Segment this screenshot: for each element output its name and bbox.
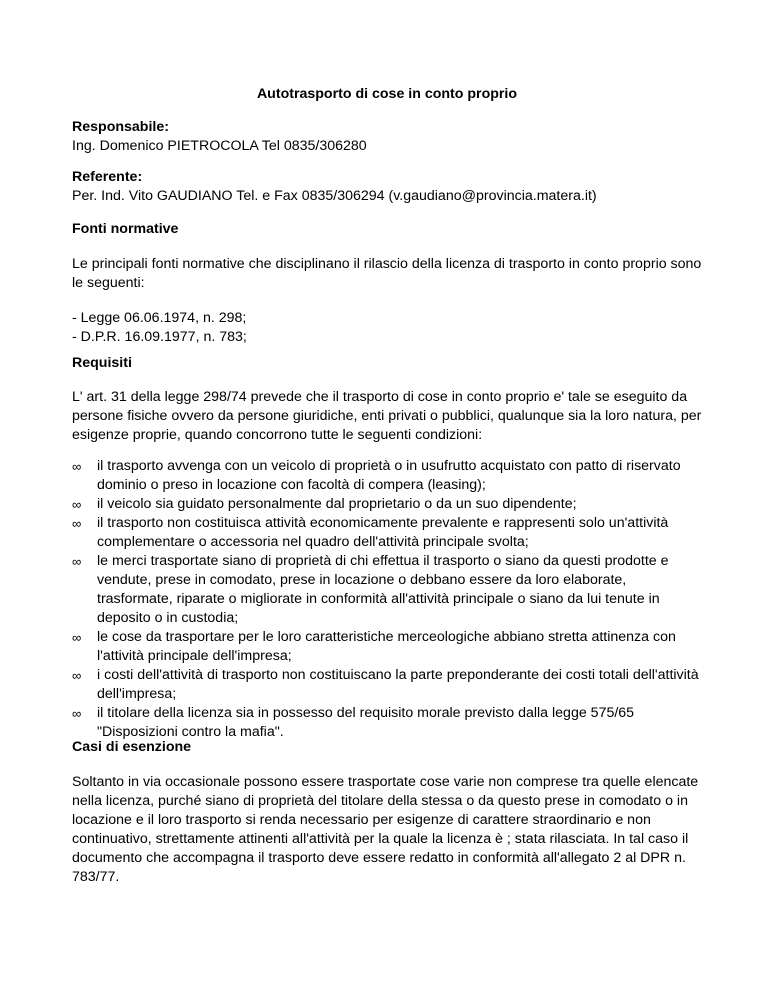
fonti-item: - D.P.R. 16.09.1977, n. 783; xyxy=(72,329,247,345)
bullet-icon: ∞ xyxy=(72,554,82,569)
fonti-heading: Fonti normative xyxy=(72,221,179,237)
esenzione-heading: Casi di esenzione xyxy=(72,739,192,755)
list-item-text: il trasporto non costituisca attività economicamente prevalente e rappresenti solo un'attività complementare o accessoria nel quadro dell'attività principale svolta; xyxy=(97,515,669,550)
requisiti-heading: Requisiti xyxy=(72,355,132,371)
list-item-text: il trasporto avvenga con un veicolo di proprietà o in usufrutto acquistato con patto di riservato dominio o preso in locazione con facoltà di compera (leasing); xyxy=(97,458,681,493)
esenzione-section xyxy=(72,738,702,887)
bullet-icon: ∞ xyxy=(72,706,82,721)
requisiti-intro: L' art. 31 della legge 298/74 prevede che il trasporto di cose in conto proprio e' tale se eseguito da persone fisiche ovvero da persone giuridiche, enti privati o pubblici, qualunque sia la loro natura, per esigenze proprie, quando concorrono tutte le seguenti condizioni: xyxy=(72,389,702,443)
bullet-icon: ∞ xyxy=(72,459,82,474)
list-item-text: le cose da trasportare per le loro caratteristiche merceologiche abbiano stretta attinenza con l'attività principale dell'impresa; xyxy=(97,629,676,664)
fonti-item: - Legge 06.06.1974, n. 298; xyxy=(72,310,247,326)
referente-section xyxy=(72,168,702,206)
fonti-intro: Le principali fonti normative che disciplinano il rilascio della licenza di trasporto in conto proprio sono le seguenti: xyxy=(72,256,702,291)
list-item xyxy=(72,628,702,666)
bullet-icon: ∞ xyxy=(72,497,82,512)
esenzione-text: Soltanto in via occasionale possono essere trasportate cose varie non comprese tra quelle elencate nella licenza, purché siano di proprietà del titolare della stessa o da questo prese in comodato o in locazione e il loro trasporto si renda necessario per esigenze di carattere straordinario e non continuativo, strettamente attinenti all'attività per la quale la licenza è ; stata rilasciata. In tal caso il documento che accompagna il trasporto deve essere redatto in conformità all'allegato 2 al DPR n. 783/77. xyxy=(72,774,699,885)
list-item xyxy=(72,552,702,628)
bullet-icon: ∞ xyxy=(72,668,82,683)
list-item xyxy=(72,666,702,704)
responsabile-text: Ing. Domenico PIETROCOLA Tel 0835/306280 xyxy=(72,138,367,154)
list-item xyxy=(72,495,702,514)
list-item xyxy=(72,457,702,495)
responsabile-heading: Responsabile: xyxy=(72,119,169,135)
fonti-section xyxy=(72,220,702,347)
referente-text: Per. Ind. Vito GAUDIANO Tel. e Fax 0835/306294 (v.gaudiano@provincia.matera.it) xyxy=(72,188,597,204)
requisiti-list xyxy=(72,457,702,742)
list-item xyxy=(72,514,702,552)
bullet-icon: ∞ xyxy=(72,630,82,645)
list-item xyxy=(72,704,702,742)
list-item-text: le merci trasportate siano di proprietà di chi effettua il trasporto o siano da questi prodotte e vendute, prese in comodato, prese in locazione o debbano essere da loro elaborate, trasformate, riparate o migliorate in conformità all'attività principale o siano da lui tenute in deposito o in custodia; xyxy=(97,553,669,626)
list-item-text: il veicolo sia guidato personalmente dal proprietario o da un suo dipendente; xyxy=(97,496,577,512)
list-item-text: il titolare della licenza sia in possesso del requisito morale previsto dalla legge 575/65 "Disposizioni contro la mafia". xyxy=(97,705,635,740)
bullet-icon: ∞ xyxy=(72,516,82,531)
list-item-text: i costi dell'attività di trasporto non costituiscano la parte preponderante dei costi totali dell'attività dell'impresa; xyxy=(97,667,699,702)
responsabile-section xyxy=(72,118,702,156)
referente-heading: Referente: xyxy=(72,169,143,185)
document-title: Autotrasporto di cose in conto proprio xyxy=(256,86,518,102)
requisiti-section xyxy=(72,354,702,445)
